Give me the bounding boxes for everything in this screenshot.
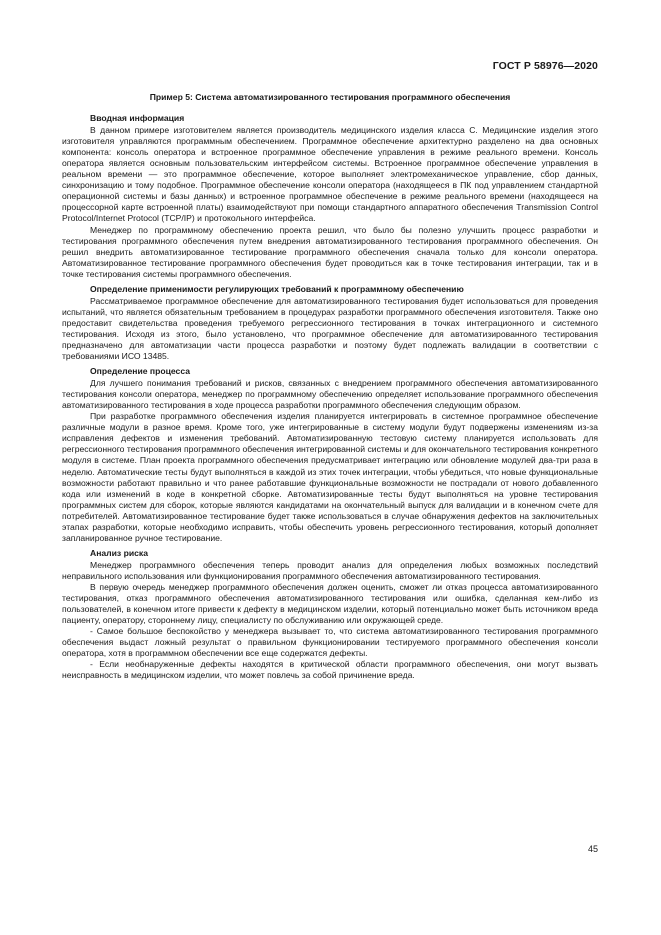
- paragraph: Менеджер программного обеспечения теперь проводит анализ для определения любых возможных последствий неправильного использования или функционирования программного обеспечения автоматизированного тестирования.: [62, 559, 598, 581]
- page-content: [62, 92, 598, 681]
- example-title: Пример 5: Система автоматизированного тестирования программного обеспечения: [149, 92, 511, 102]
- section-heading: Вводная информация: [90, 113, 185, 124]
- paragraph: Рассматриваемое программное обеспечение для автоматизированного тестирования будет использоваться для проведения испытаний, что является обязательным требованием в процедурах разработки программного обеспечения изготовителя. Также оно предоставит свидетельства проведения требуемого регрессионного тестирования в точках интеграционного и системного тестирования. Исходя из этого, было установлено, что программное обеспечение для автоматизированного тестирования предназначено для автоматизации части процесса разработки и поэтому будет подлежать валидации в соответствии с требованиями ИСО 13485.: [62, 295, 598, 362]
- paragraph: Для лучшего понимания требований и рисков, связанных с внедрением программного обеспечения автоматизированного тестирования консоли оператора, менеджер по программному обеспечению определяет использование программного обеспечения автоматизированного тестирования в ходе процесса разработки программного обеспечения следующим образом.: [62, 378, 598, 411]
- paragraph: Менеджер по программному обеспечению проекта решил, что было бы полезно улучшить процесс разработки и тестирования программного обеспечения путем внедрения автоматизированного тестирования программного обеспечения. Он решил внедрить автоматизированное тестирование программного обеспечения сначала только для консоли оператора. Автоматизированное тестирование программного обеспечения будет проводиться как в точке тестирования интеграции, так и в точке тестирования системы программного обеспечения.: [62, 224, 598, 279]
- paragraph: При разработке программного обеспечения изделия планируется интегрировать в системное программное обеспечение различные модули в разное время. Кроме того, уже интегрированные в систему модули будут подвержены изменениям из-за исправления дефектов и изменения требований. Автоматизированную тестовую систему планируется использовать для регрессионного тестирования программного обеспечения интегрированной системы и для окончательного тестирования конкретного модуля в системе. План проекта программного обеспечения предусматривает интеграцию или обновление модулей два-три раза в неделю. Автоматические тесты будут выполняться в каждой из этих точек интеграции, чтобы убедиться, что новые функциональные возможности работают правильно и что ранее работавшие функциональные возможности не пострадали от нового добавленного кода или изменений в коде в конкретной сборке. Автоматизированные тесты будут выполняться на уровне тестирования программных систем для сборок, которые являются кандидатами на окончательный выпуск для валидации и в конечном счете для потребителей. Автоматизированное тестирование будет также использоваться в случае обнаружения дефектов на заключительных этапах разработки, которые необходимо исправить, чтобы обеспечить уровень регрессионного тестирования, который дополняет запланированное ручное тестирование.: [62, 411, 598, 543]
- section-heading: Определение применимости регулирующих требований к программному обеспечению: [90, 283, 464, 294]
- paragraph: В первую очередь менеджер программного обеспечения должен оценить, сможет ли отказ процесса автоматизированного тестирования, отказ программного обеспечения автоматизированного тестирования или ошибка, сделанная кем-либо из пользователей, в конечном итоге привести к дефекту в медицинском изделии, который потенциально может быть источником вреда пациенту, оператору, стороннему лицу, специалисту по обслуживанию или окружающей среде.: [62, 581, 598, 626]
- paragraph: В данном примере изготовителем является производитель медицинского изделия класса С. Медицинские изделия этого изготовителя управляются программным обеспечением. Программное обеспечение архитектурно разделено на два основных компонента: консоль оператора и встроенное программное обеспечение управления в режиме реального времени. Консоль оператора является основным пользовательским интерфейсом системы. Встроенное программное обеспечение управления в реальном времени — это программное обеспечение, которое выполняет электромеханическое управление, сбор данных, синхронизацию и тому подобное. Программное обеспечение консоли оператора (находящееся в ПК под управлением стандартной операционной системы и базы данных) и встроенное программное обеспечение в режиме реального времени (находящееся на процессорной карте встроенной платы) взаимодействуют при помощи стандартного аппаратного обеспечения Transmission Control Protocol/Internet Protocol (TCP/IP) и протокольного интерфейса.: [62, 125, 598, 224]
- section-heading: Анализ риска: [90, 547, 148, 558]
- section-process: [62, 366, 598, 544]
- section-intro: [62, 113, 598, 280]
- paragraph: - Самое большое беспокойство у менеджера вызывает то, что система автоматизированного тестирования программного обеспечения выдаст ложный результат о правильном функционировании тестируемого программного обеспечения консоли оператора, хотя в программном обеспечении все еще содержатся дефекты.: [62, 626, 598, 659]
- section-applicability: [62, 284, 598, 362]
- section-heading: Определение процесса: [90, 366, 190, 377]
- paragraph: - Если необнаруженные дефекты находятся в критической области программного обеспечения, они могут вызвать неисправность в медицинском изделии, что может повлечь за собой причинение вреда.: [62, 659, 598, 681]
- page-number: 45: [587, 844, 598, 854]
- document-number: ГОСТ Р 58976—2020: [492, 60, 598, 72]
- section-risk-analysis: [62, 548, 598, 682]
